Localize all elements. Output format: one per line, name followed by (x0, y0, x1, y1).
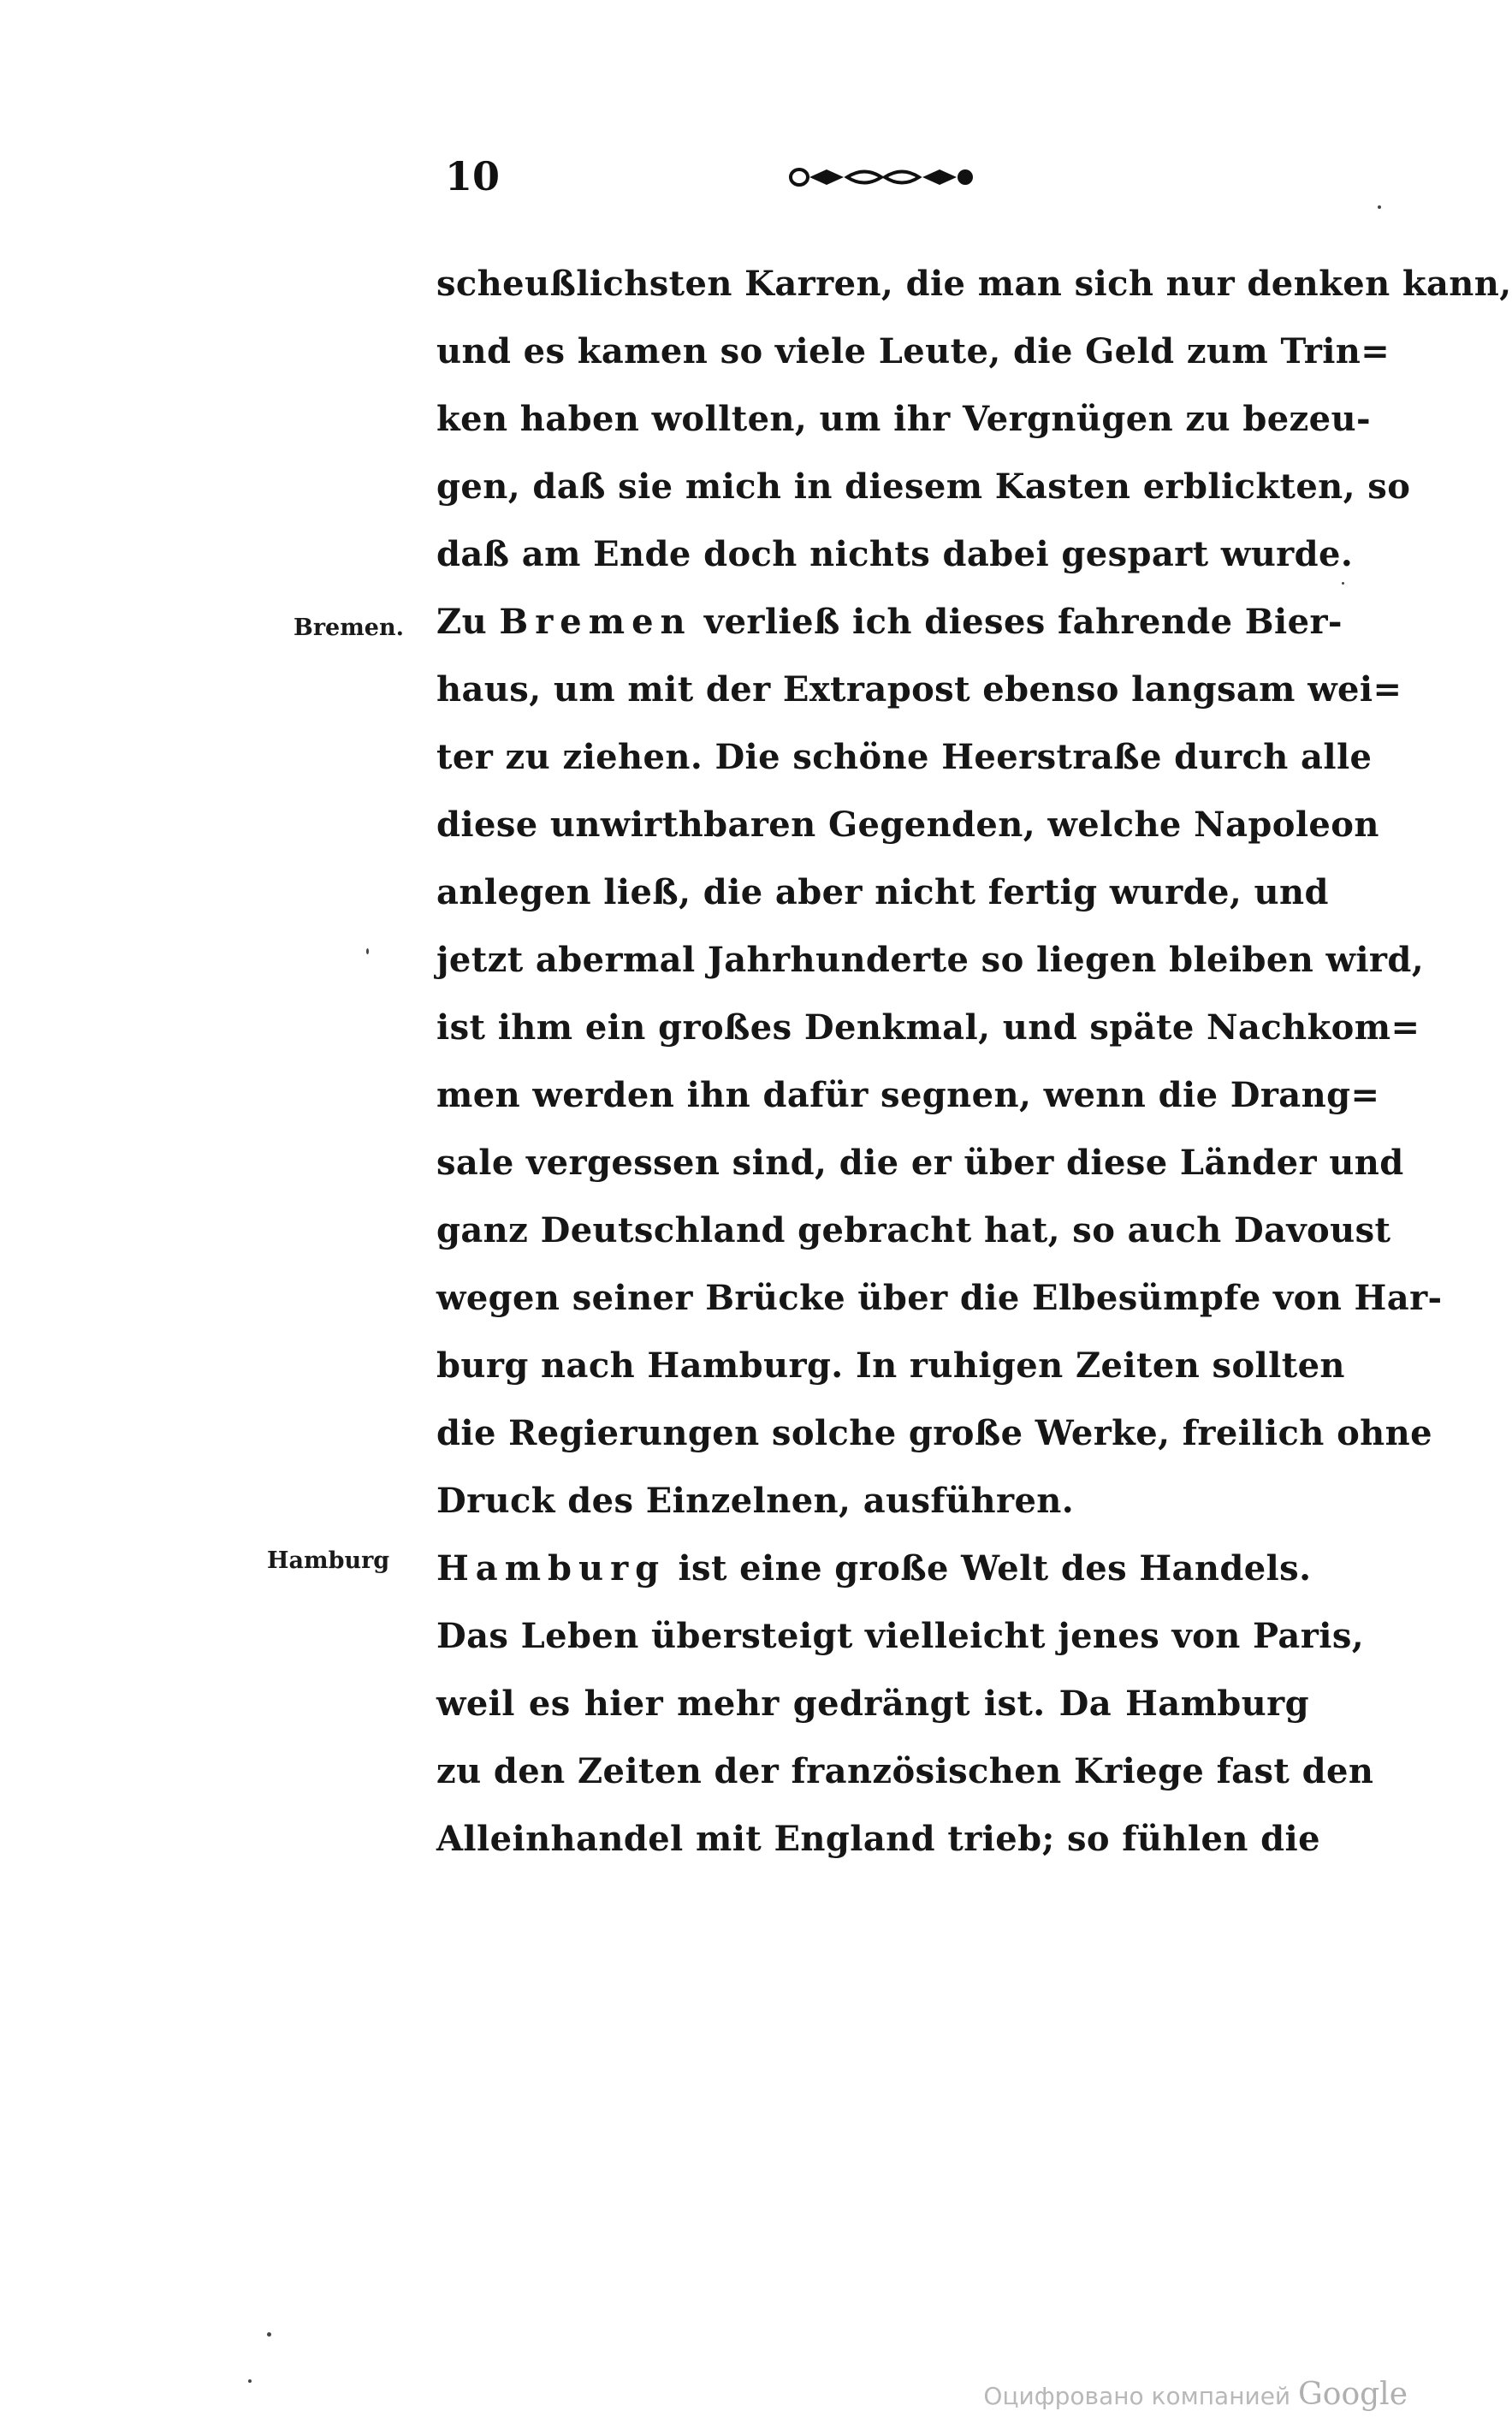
scan-speck (248, 2379, 252, 2383)
text-line: ter zu ziehen. Die schöne Heerstraße durch alle (436, 737, 1373, 777)
text-line: Alleinhandel mit England trieb; so fühlen die (436, 1819, 1320, 1859)
text-line: wegen seiner Brücke über die Elbesümpfe von Har- (436, 1278, 1443, 1318)
paragraph-1 (436, 250, 1512, 588)
text-line: zu den Zeiten der französischen Kriege fast den (436, 1751, 1374, 1791)
spaced-place-name: Bremen (499, 602, 692, 642)
text-line: ken haben wollten, um ihr Vergnügen zu bezeu- (436, 399, 1372, 439)
text-fragment: ist eine große Welt des Handels. (666, 1548, 1312, 1589)
spaced-place-name: Hamburg (436, 1548, 667, 1589)
text-line: und es kamen so viele Leute, die Geld zum Trin= (436, 331, 1390, 371)
text-line: Das Leben übersteigt vielleicht jenes von Paris, (436, 1616, 1365, 1656)
text-line (436, 1535, 1312, 1602)
scan-speck (366, 948, 369, 954)
paragraph-2 (436, 588, 1443, 1535)
text-line: diese unwirthbaren Gegenden, welche Napoleon (436, 805, 1379, 845)
scan-speck (267, 2332, 271, 2337)
watermark-text: Оцифровано компанией (983, 2382, 1291, 2410)
text-line: weil es hier mehr gedrängt ist. Da Hamburg (436, 1684, 1309, 1724)
text-line: ganz Deutschland gebracht hat, so auch Davoust (436, 1210, 1391, 1250)
text-line: burg nach Hamburg. In ruhigen Zeiten sollten (436, 1345, 1345, 1386)
page-number: 10 (445, 153, 501, 199)
scan-speck (1378, 205, 1381, 209)
digitization-watermark (983, 2377, 1408, 2412)
scan-speck (1342, 582, 1344, 585)
text-line: jetzt abermal Jahrhunderte so liegen bleiben wird, (436, 940, 1425, 980)
text-line: haus, um mit der Extrapost ebenso langsam wei= (436, 669, 1402, 710)
text-line: anlegen ließ, die aber nicht fertig wurde, und (436, 872, 1329, 912)
margin-note-hamburg: Hamburg (267, 1547, 390, 1574)
text-line: sale vergessen sind, die er über diese Länder und (436, 1143, 1404, 1183)
margin-note-bremen: Bremen. (294, 615, 405, 641)
text-line: Druck des Einzelnen, ausführen. (436, 1481, 1075, 1521)
text-line: ist ihm ein großes Denkmal, und späte Nachkom= (436, 1007, 1420, 1048)
text-fragment: Zu (436, 602, 500, 642)
text-line (436, 588, 1343, 656)
paragraph-3 (436, 1535, 1374, 1873)
ornament-icon (787, 163, 975, 192)
page-header (445, 151, 975, 202)
text-line: die Regierungen solche große Werke, freilich ohne (436, 1413, 1432, 1453)
watermark-brand: Google (1298, 2377, 1408, 2412)
text-line: men werden ihn dafür segnen, wenn die Drang= (436, 1075, 1380, 1115)
body-text (436, 250, 1512, 1873)
text-line: scheußlichsten Karren, die man sich nur denken kann, (436, 264, 1512, 304)
text-line: daß am Ende doch nichts dabei gespart wurde. (436, 534, 1354, 574)
text-fragment: verließ ich dieses fahrende Bier- (691, 602, 1343, 642)
text-line: gen, daß sie mich in diesem Kasten erblickten, so (436, 466, 1411, 507)
